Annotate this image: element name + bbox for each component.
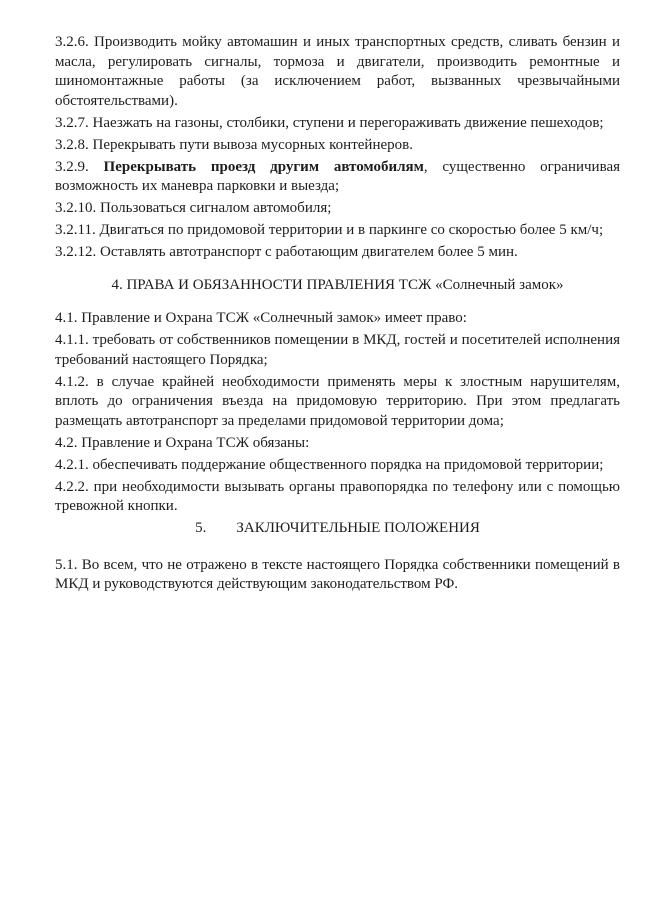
section-5-heading — [55, 519, 620, 539]
paragraph-3-2-12: 3.2.12. Оставлять автотранспорт с работающим двигателем более 5 мин. — [55, 244, 518, 260]
paragraph-4-1: 4.1. Правление и Охрана ТСЖ «Солнечный замок» имеет право: — [55, 310, 467, 326]
paragraph-3-2-9-number: 3.2.9. — [55, 158, 89, 175]
paragraph-3-2-8: 3.2.8. Перекрывать пути вывоза мусорных контейнеров. — [55, 136, 413, 153]
paragraph-3-2-10: 3.2.10. Пользоваться сигналом автомобиля; — [55, 200, 332, 216]
paragraph-3-2-9-rest: , существенно ограничивая возможность их маневра парковки и выезда; — [55, 158, 621, 194]
paragraph-3-2-7: 3.2.7. Наезжать на газоны, столбики, ступени и перегораживать движение пешеходов; — [55, 114, 604, 131]
section-4-heading: 4. ПРАВА И ОБЯЗАННОСТИ ПРАВЛЕНИЯ ТСЖ «Солнечный замок» — [111, 276, 564, 293]
paragraph-3-2-11: 3.2.11. Двигаться по придомовой территории и в паркинге со скоростью более 5 км/ч; — [55, 222, 604, 238]
paragraph-4-2: 4.2. Правление и Охрана ТСЖ обязаны: — [55, 434, 310, 451]
section-5-title: ЗАКЛЮЧИТЕЛЬНЫЕ ПОЛОЖЕНИЯ — [236, 520, 480, 536]
paragraph-4-2-2: 4.2.2. при необходимости вызывать органы правопорядка по телефону или с помощью тревожной кнопки. — [55, 478, 620, 514]
paragraph-3-2-6: 3.2.6. Производить мойку автомашин и иных транспортных средств, сливать бензин и масла, регулировать сигналы, тормоза и двигатели, производить ремонтные и шиномонтажные работы (за исключением работ, вызванных чрезвычайными обстоятельствами). — [55, 34, 620, 109]
paragraph-4-2-1: 4.2.1. обеспечивать поддержание общественного порядка на придомовой территории; — [55, 456, 604, 473]
paragraph-3-2-9 — [55, 158, 620, 197]
paragraph-3-2-9-bold-phrase: Перекрывать проезд другим автомобилям — [103, 158, 424, 175]
paragraph-4-1-1: 4.1.1. требовать от собственников помещении в МКД, гостей и посетителей исполнения требований настоящего Порядка; — [55, 332, 620, 368]
paragraph-5-1: 5.1. Во всем, что не отражено в тексте настоящего Порядка собственники помещений в МКД и руководствуются действующим законодательством РФ. — [55, 556, 620, 592]
section-5-number: 5. — [195, 520, 207, 536]
paragraph-4-1-2: 4.1.2. в случае крайней необходимости применять меры к злостным нарушителям, вплоть до ограничения въезда на придомовую территорию. При этом предлагать размещать автотранспорт за пределами придомовой территории дома; — [55, 373, 620, 429]
